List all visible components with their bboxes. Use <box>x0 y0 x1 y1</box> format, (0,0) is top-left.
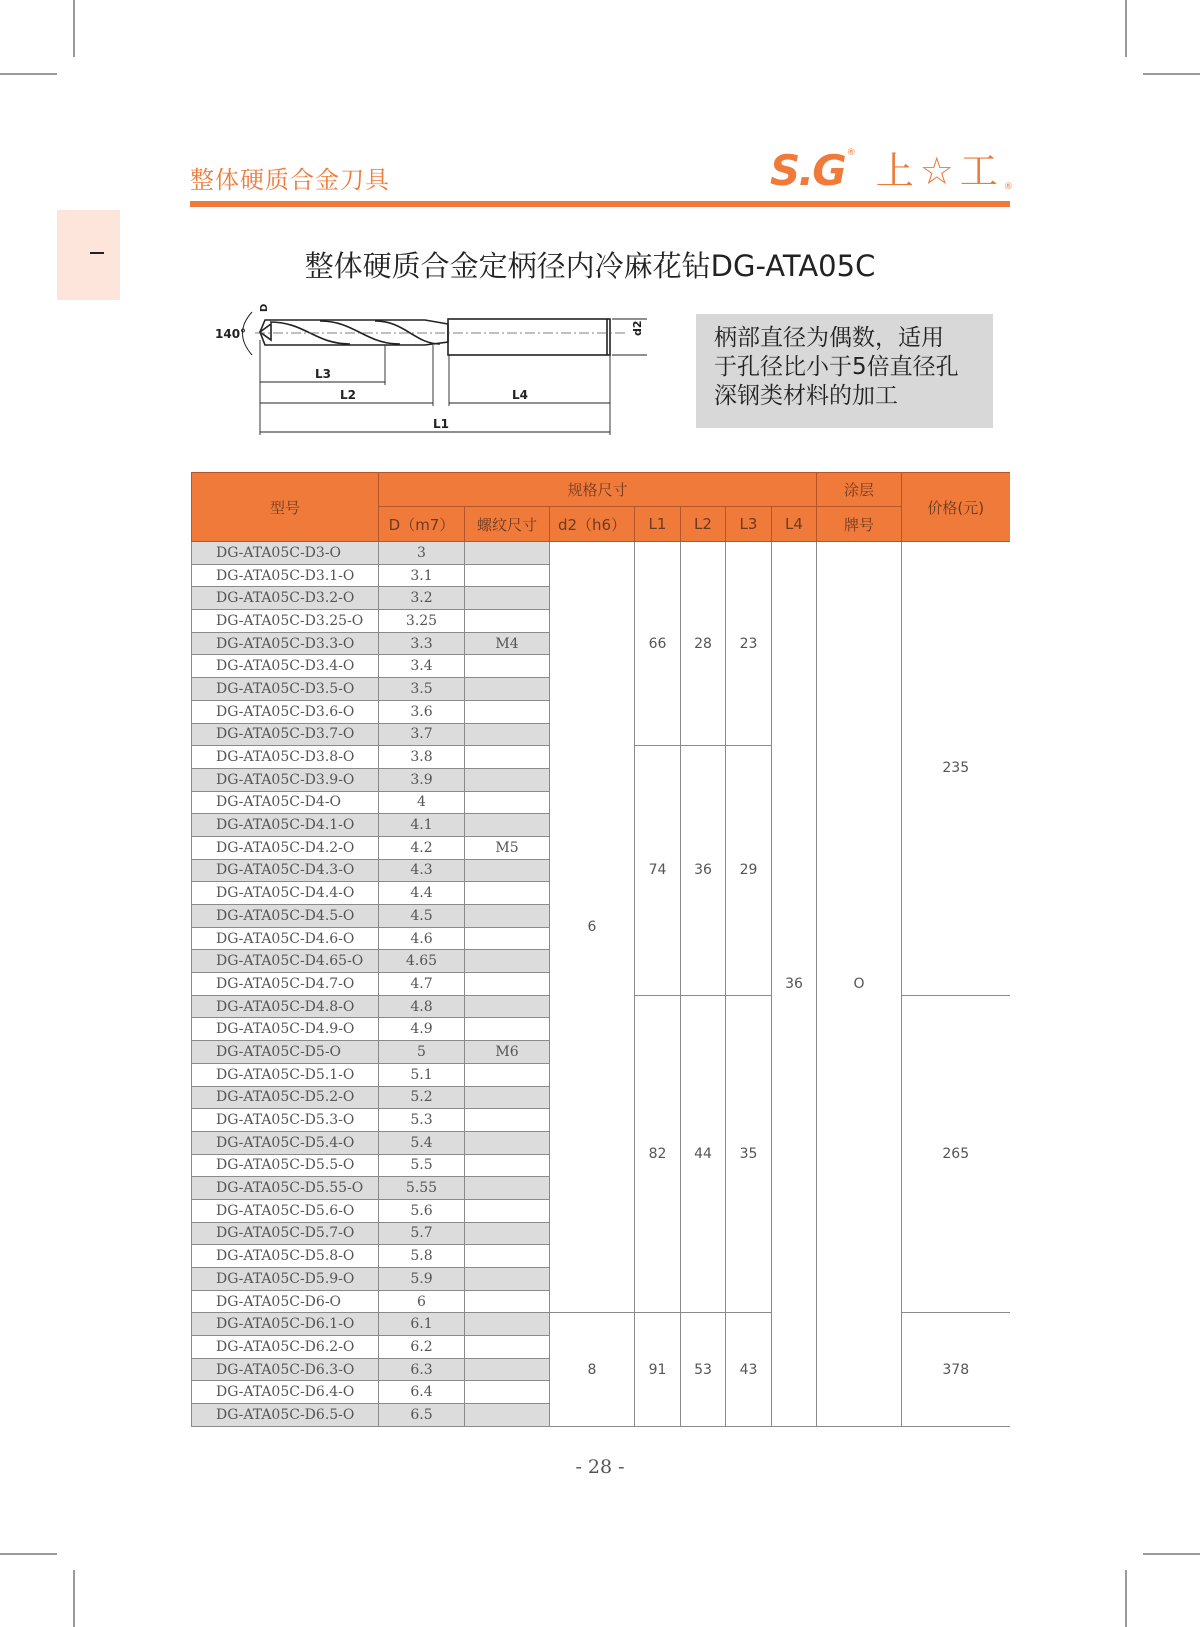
model-cell: DG-ATA05C-D6-O <box>192 1290 379 1313</box>
L2-cell: 28 <box>681 542 726 746</box>
crop-mark <box>73 0 75 57</box>
thread-cell <box>465 1381 550 1404</box>
diameter-cell: 3 <box>379 542 465 565</box>
diameter-cell: 6.3 <box>379 1358 465 1381</box>
col-L3: L3 <box>726 507 772 542</box>
logo-chinese: 上☆工 <box>875 149 1004 193</box>
model-cell: DG-ATA05C-D4.6-O <box>192 927 379 950</box>
thread-cell <box>465 1336 550 1359</box>
thread-cell <box>465 927 550 950</box>
col-price: 价格(元) <box>902 473 1010 542</box>
page-title: 整体硬质合金定柄径内冷麻花钻DG-ATA05C <box>304 249 876 283</box>
L4-cell: 36 <box>772 542 817 1427</box>
crop-mark <box>1143 73 1200 75</box>
model-cell: DG-ATA05C-D3-O <box>192 542 379 565</box>
diameter-cell: 3.2 <box>379 587 465 610</box>
thread-cell <box>465 723 550 746</box>
drill-diagram <box>215 300 655 440</box>
thread-cell: M4 <box>465 632 550 655</box>
price-cell: 235 <box>902 542 1010 996</box>
registered-mark: ® <box>1003 182 1013 192</box>
thread-cell <box>465 1177 550 1200</box>
diameter-cell: 5.55 <box>379 1177 465 1200</box>
col-D: D（m7） <box>379 507 465 542</box>
diameter-cell: 4.7 <box>379 973 465 996</box>
model-cell: DG-ATA05C-D3.1-O <box>192 564 379 587</box>
thread-cell: M6 <box>465 1041 550 1064</box>
thread-cell <box>465 905 550 928</box>
model-cell: DG-ATA05C-D3.3-O <box>192 632 379 655</box>
diameter-cell: 5.2 <box>379 1086 465 1109</box>
thread-cell <box>465 814 550 837</box>
table-row <box>192 542 1010 565</box>
diameter-cell: 3.7 <box>379 723 465 746</box>
model-cell: DG-ATA05C-D6.2-O <box>192 1336 379 1359</box>
thread-cell <box>465 542 550 565</box>
model-cell: DG-ATA05C-D4.65-O <box>192 950 379 973</box>
diameter-cell: 5.8 <box>379 1245 465 1268</box>
model-cell: DG-ATA05C-D5.55-O <box>192 1177 379 1200</box>
diameter-cell: 6.4 <box>379 1381 465 1404</box>
crop-mark <box>1125 1570 1127 1627</box>
crop-mark <box>1143 1553 1200 1555</box>
model-cell: DG-ATA05C-D4.8-O <box>192 995 379 1018</box>
page-number: - 28 - <box>575 1456 625 1478</box>
model-cell: DG-ATA05C-D3.4-O <box>192 655 379 678</box>
svg-text:140°: 140° <box>215 327 247 341</box>
svg-text:L3: L3 <box>315 367 331 381</box>
diameter-cell: 3.25 <box>379 610 465 633</box>
L1-cell: 74 <box>635 746 681 996</box>
diameter-cell: 3.3 <box>379 632 465 655</box>
diameter-cell: 6.5 <box>379 1404 465 1427</box>
thread-cell <box>465 882 550 905</box>
thread-cell <box>465 587 550 610</box>
thread-cell <box>465 678 550 701</box>
diameter-cell: 3.1 <box>379 564 465 587</box>
thread-cell <box>465 564 550 587</box>
thread-cell <box>465 1086 550 1109</box>
diameter-cell: 5 <box>379 1041 465 1064</box>
brand-logo <box>770 146 1013 195</box>
col-spec-group: 规格尺寸 <box>379 473 817 507</box>
model-cell: DG-ATA05C-D5.9-O <box>192 1268 379 1291</box>
svg-text:d2: d2 <box>631 320 644 336</box>
model-cell: DG-ATA05C-D3.8-O <box>192 746 379 769</box>
svg-text:L1: L1 <box>433 417 449 431</box>
diameter-cell: 3.6 <box>379 700 465 723</box>
model-cell: DG-ATA05C-D5-O <box>192 1041 379 1064</box>
L1-cell: 66 <box>635 542 681 746</box>
diameter-cell: 4.2 <box>379 836 465 859</box>
crop-mark <box>73 1570 75 1627</box>
L3-cell: 29 <box>726 746 772 996</box>
diameter-cell: 5.6 <box>379 1199 465 1222</box>
col-L2: L2 <box>681 507 726 542</box>
model-cell: DG-ATA05C-D3.2-O <box>192 587 379 610</box>
model-cell: DG-ATA05C-D5.6-O <box>192 1199 379 1222</box>
diameter-cell: 5.9 <box>379 1268 465 1291</box>
model-cell: DG-ATA05C-D4.7-O <box>192 973 379 996</box>
model-cell: DG-ATA05C-D5.2-O <box>192 1086 379 1109</box>
registered-mark: ® <box>846 148 856 158</box>
crop-mark <box>1125 0 1127 57</box>
diameter-cell: 5.3 <box>379 1109 465 1132</box>
diameter-cell: 4 <box>379 791 465 814</box>
diameter-cell: 4.65 <box>379 950 465 973</box>
thread-cell <box>465 1245 550 1268</box>
model-cell: DG-ATA05C-D3.7-O <box>192 723 379 746</box>
L2-cell: 53 <box>681 1313 726 1426</box>
thread-cell <box>465 1063 550 1086</box>
model-cell: DG-ATA05C-D6.5-O <box>192 1404 379 1427</box>
diameter-cell: 5.4 <box>379 1131 465 1154</box>
thread-cell <box>465 768 550 791</box>
model-cell: DG-ATA05C-D4.2-O <box>192 836 379 859</box>
diameter-cell: 4.1 <box>379 814 465 837</box>
diameter-cell: 5.5 <box>379 1154 465 1177</box>
col-d2: d2（h6） <box>550 507 635 542</box>
thread-cell <box>465 610 550 633</box>
model-cell: DG-ATA05C-D3.5-O <box>192 678 379 701</box>
col-grade: 牌号 <box>817 507 902 542</box>
thread-cell <box>465 1404 550 1427</box>
d2-cell: 8 <box>550 1313 635 1426</box>
thread-cell <box>465 1199 550 1222</box>
model-cell: DG-ATA05C-D5.1-O <box>192 1063 379 1086</box>
model-cell: DG-ATA05C-D6.1-O <box>192 1313 379 1336</box>
model-cell: DG-ATA05C-D4.5-O <box>192 905 379 928</box>
diameter-cell: 4.5 <box>379 905 465 928</box>
L2-cell: 36 <box>681 746 726 996</box>
thread-cell <box>465 1313 550 1336</box>
thread-cell <box>465 1154 550 1177</box>
model-cell: DG-ATA05C-D6.3-O <box>192 1358 379 1381</box>
L3-cell: 43 <box>726 1313 772 1426</box>
model-cell: DG-ATA05C-D4.3-O <box>192 859 379 882</box>
thread-cell <box>465 1290 550 1313</box>
price-cell: 378 <box>902 1313 1010 1426</box>
svg-text:D: D <box>259 303 270 312</box>
thread-cell <box>465 1222 550 1245</box>
model-cell: DG-ATA05C-D5.7-O <box>192 1222 379 1245</box>
model-cell: DG-ATA05C-D4-O <box>192 791 379 814</box>
model-cell: DG-ATA05C-D5.3-O <box>192 1109 379 1132</box>
thread-cell <box>465 746 550 769</box>
thread-cell <box>465 995 550 1018</box>
col-model: 型号 <box>192 473 379 542</box>
L1-cell: 91 <box>635 1313 681 1426</box>
thread-cell <box>465 1268 550 1291</box>
diameter-cell: 4.3 <box>379 859 465 882</box>
model-cell: DG-ATA05C-D5.8-O <box>192 1245 379 1268</box>
thread-cell <box>465 950 550 973</box>
model-cell: DG-ATA05C-D6.4-O <box>192 1381 379 1404</box>
L1-cell: 82 <box>635 995 681 1313</box>
model-cell: DG-ATA05C-D4.1-O <box>192 814 379 837</box>
model-cell: DG-ATA05C-D3.9-O <box>192 768 379 791</box>
svg-text:L2: L2 <box>340 388 356 402</box>
coating-grade-cell: O <box>817 542 902 1427</box>
L3-cell: 35 <box>726 995 772 1313</box>
diameter-cell: 5.1 <box>379 1063 465 1086</box>
thread-cell <box>465 1131 550 1154</box>
thread-cell <box>465 655 550 678</box>
diameter-cell: 3.9 <box>379 768 465 791</box>
header-divider <box>190 201 1010 207</box>
diameter-cell: 6 <box>379 1290 465 1313</box>
col-coating: 涂层 <box>817 473 902 507</box>
model-cell: DG-ATA05C-D5.5-O <box>192 1154 379 1177</box>
svg-text:L4: L4 <box>512 388 528 402</box>
diameter-cell: 5.7 <box>379 1222 465 1245</box>
col-L1: L1 <box>635 507 681 542</box>
model-cell: DG-ATA05C-D3.25-O <box>192 610 379 633</box>
price-cell: 265 <box>902 995 1010 1313</box>
usage-note <box>696 314 993 428</box>
diameter-cell: 6.2 <box>379 1336 465 1359</box>
model-cell: DG-ATA05C-D4.9-O <box>192 1018 379 1041</box>
L3-cell: 23 <box>726 542 772 746</box>
d2-cell: 6 <box>550 542 635 1313</box>
crop-mark <box>0 73 57 75</box>
thread-cell <box>465 1109 550 1132</box>
thread-cell: M5 <box>465 836 550 859</box>
category-title: 整体硬质合金刀具 <box>190 166 390 194</box>
note-line: 柄部直径为偶数，适用 <box>714 325 944 351</box>
col-thread: 螺纹尺寸 <box>465 507 550 542</box>
diameter-cell: 4.4 <box>379 882 465 905</box>
thread-cell <box>465 973 550 996</box>
note-line: 于孔径比小于5倍直径孔 <box>714 354 959 380</box>
thread-cell <box>465 1358 550 1381</box>
logo-latin: S.G <box>770 146 845 195</box>
diameter-cell: 6.1 <box>379 1313 465 1336</box>
diameter-cell: 4.9 <box>379 1018 465 1041</box>
thread-cell <box>465 700 550 723</box>
diameter-cell: 4.8 <box>379 995 465 1018</box>
diameter-cell: 3.8 <box>379 746 465 769</box>
thread-cell <box>465 791 550 814</box>
thread-cell <box>465 1018 550 1041</box>
thread-cell <box>465 859 550 882</box>
model-cell: DG-ATA05C-D5.4-O <box>192 1131 379 1154</box>
L2-cell: 44 <box>681 995 726 1313</box>
note-line: 深钢类材料的加工 <box>714 383 898 409</box>
spec-table <box>191 472 1010 1427</box>
model-cell: DG-ATA05C-D3.6-O <box>192 700 379 723</box>
diameter-cell: 3.5 <box>379 678 465 701</box>
col-L4: L4 <box>772 507 817 542</box>
crop-mark <box>0 1553 57 1555</box>
diameter-cell: 3.4 <box>379 655 465 678</box>
model-cell: DG-ATA05C-D4.4-O <box>192 882 379 905</box>
diameter-cell: 4.6 <box>379 927 465 950</box>
